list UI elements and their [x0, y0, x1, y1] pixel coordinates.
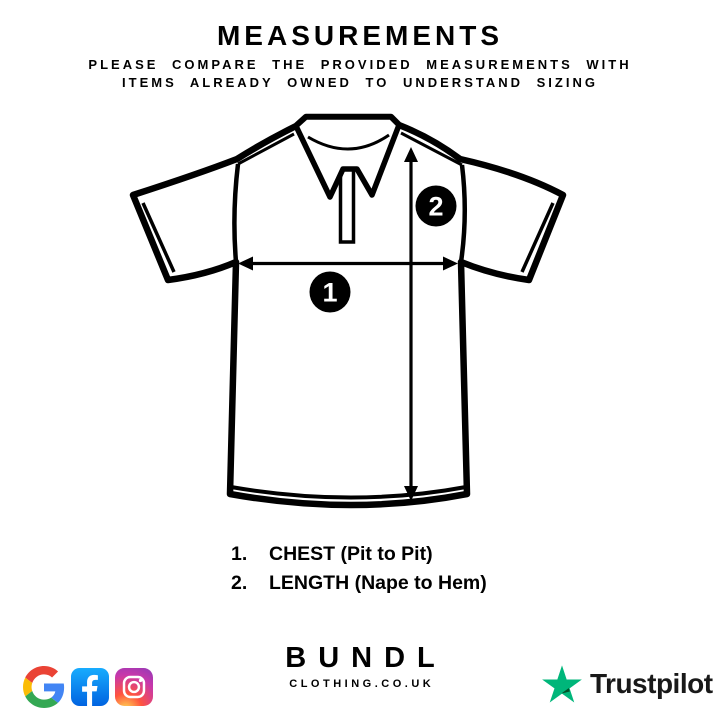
marker-2	[416, 186, 457, 227]
legend-number: 2.	[231, 572, 248, 594]
legend-label: LENGTH (Nape to Hem)	[269, 572, 487, 594]
header	[0, 20, 720, 90]
trustpilot-logo[interactable]	[542, 665, 713, 703]
legend-item-chest	[231, 540, 487, 569]
legend-number: 1.	[231, 543, 248, 565]
page-title: MEASUREMENTS	[216, 20, 503, 51]
subtitle-line-2: ITEMS ALREADY OWNED TO UNDERSTAND SIZING	[122, 75, 598, 90]
brand-domain: CLOTHING.CO.UK	[289, 678, 435, 690]
marker-2-label: 2	[428, 191, 444, 222]
measurement-legend	[231, 540, 487, 598]
trustpilot-wordmark: Trustpilot	[590, 668, 713, 699]
polo-shirt-drawing	[110, 103, 610, 535]
brand-name: BUNDL	[285, 642, 447, 674]
legend-label: CHEST (Pit to Pit)	[269, 543, 433, 565]
subtitle-line-1: PLEASE COMPARE THE PROVIDED MEASUREMENTS WITH	[88, 57, 632, 72]
shirt-diagram	[110, 103, 610, 535]
marker-1	[310, 272, 351, 313]
marker-1-label: 1	[322, 277, 338, 308]
trustpilot-star-icon	[542, 665, 582, 703]
legend-item-length	[231, 569, 487, 598]
